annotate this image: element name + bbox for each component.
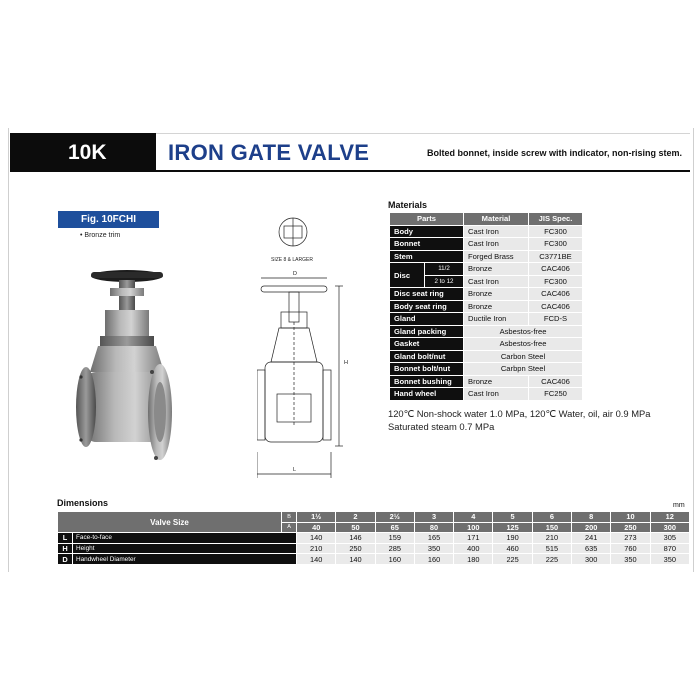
materials-title: Materials (388, 200, 428, 210)
dimension-value: 515 (532, 543, 571, 554)
part-name: Hand wheel (390, 388, 464, 401)
trim-note: • Bronze trim (80, 232, 120, 239)
materials-row (390, 375, 583, 388)
size-b-cell: 2½ (375, 512, 414, 523)
part-name: Disc (390, 263, 425, 288)
dimension-value: 300 (572, 554, 611, 565)
materials-row (390, 288, 583, 301)
dimensions-title: Dimensions (57, 498, 109, 508)
part-name: Gland bolt/nut (390, 350, 464, 363)
size-a-cell: 65 (375, 522, 414, 533)
materials-row (390, 225, 583, 238)
material-cell: Ductile Iron (464, 313, 529, 326)
size-a-cell: 250 (611, 522, 650, 533)
material-cell: Bronze (464, 288, 529, 301)
spec-cell: CAC406 (529, 263, 583, 276)
materials-row (390, 263, 583, 276)
size-note-label: SIZE 8 & LARGER (271, 257, 313, 263)
title-bottom-rule (156, 170, 690, 172)
spec-cell: FC300 (529, 225, 583, 238)
b-label: B (282, 512, 297, 523)
dimension-value: 210 (532, 533, 571, 544)
materials-row (390, 338, 583, 351)
figure-tab: Fig. 10FCHI (58, 211, 159, 228)
spec-cell: C3771BE (529, 250, 583, 263)
size-a-cell: 300 (650, 522, 689, 533)
dimensions-table (57, 511, 690, 565)
dimension-value: 350 (650, 554, 689, 565)
dimension-symbol: D (58, 554, 73, 565)
part-name: Bonnet (390, 238, 464, 251)
dim-l-label: L (293, 467, 297, 473)
dimension-value: 870 (650, 543, 689, 554)
rating-line-1: 120℃ Non-shock water 1.0 MPa, 120℃ Water, oil, air 0.9 MPa (388, 408, 651, 419)
dimension-value: 350 (611, 554, 650, 565)
size-b-cell: 8 (572, 512, 611, 523)
title-bar (10, 133, 690, 172)
size-b-cell: 3 (414, 512, 453, 523)
dimension-row-l (58, 533, 690, 544)
material-cell: Cast Iron (464, 275, 529, 288)
size-a-cell: 200 (572, 522, 611, 533)
materials-header-row (390, 213, 583, 226)
valve-photo (72, 262, 182, 476)
valve-section-drawing (257, 212, 367, 484)
dimension-value: 250 (336, 543, 375, 554)
dimension-label: Handwheel Diameter (73, 554, 297, 565)
header-parts: Parts (390, 213, 464, 226)
dimension-value: 190 (493, 533, 532, 544)
size-b-cell: 1½ (297, 512, 336, 523)
title-top-rule (156, 133, 690, 134)
dimensions-unit: mm (673, 502, 685, 509)
material-cell: Cast Iron (464, 225, 529, 238)
product-title: IRON GATE VALVE (168, 140, 370, 165)
material-cell: Forged Brass (464, 250, 529, 263)
size-b-cell: 5 (493, 512, 532, 523)
dimension-value: 165 (414, 533, 453, 544)
size-a-cell: 150 (532, 522, 571, 533)
materials-row (390, 238, 583, 251)
spec-cell: CAC406 (529, 288, 583, 301)
part-name: Body (390, 225, 464, 238)
dimension-label: Face-to-face (73, 533, 297, 544)
material-cell: Asbestos-free (464, 338, 583, 351)
product-subtitle: Bolted bonnet, inside screw with indicator, non-rising stem. (426, 148, 682, 158)
size-b-cell: 10 (611, 512, 650, 523)
a-label: A (282, 522, 297, 533)
spec-cell: CAC406 (529, 375, 583, 388)
size-b-cell: 2 (336, 512, 375, 523)
dimension-label: Height (73, 543, 297, 554)
spec-cell: FCD-S (529, 313, 583, 326)
dim-h-label: H (344, 360, 348, 366)
dimension-value: 140 (297, 533, 336, 544)
dimension-value: 241 (572, 533, 611, 544)
dimension-value: 760 (611, 543, 650, 554)
materials-row (390, 250, 583, 263)
spec-cell: FC300 (529, 275, 583, 288)
part-name: Body seat ring (390, 300, 464, 313)
dim-d-label: D (293, 271, 297, 277)
size-a-cell: 50 (336, 522, 375, 533)
size-b-cell: 4 (454, 512, 493, 523)
dimension-value: 180 (454, 554, 493, 565)
materials-row (390, 313, 583, 326)
material-cell: Asbestos-free (464, 325, 583, 338)
size-a-cell: 80 (414, 522, 453, 533)
dimension-value: 210 (297, 543, 336, 554)
size-b-cell: 12 (650, 512, 689, 523)
material-cell: Bronze (464, 375, 529, 388)
material-cell: Carbon Steel (464, 350, 583, 363)
size-b-row (58, 512, 690, 523)
dimension-symbol: L (58, 533, 73, 544)
materials-row (390, 363, 583, 376)
dimension-value: 171 (454, 533, 493, 544)
part-name: Gland packing (390, 325, 464, 338)
header-jis-spec: JIS Spec. (529, 213, 583, 226)
disc-size-large: 2 to 12 (425, 275, 464, 288)
dimension-value: 159 (375, 533, 414, 544)
disc-size-small: 11/2 (425, 263, 464, 276)
materials-table (389, 212, 583, 401)
pressure-class-code: 10K (68, 141, 107, 164)
dimension-value: 460 (493, 543, 532, 554)
material-cell: Bronze (464, 300, 529, 313)
dimension-value: 146 (336, 533, 375, 544)
dimension-row-h (58, 543, 690, 554)
materials-row (390, 300, 583, 313)
spec-cell: CAC406 (529, 300, 583, 313)
valve-size-label: Valve Size (58, 512, 282, 533)
size-b-cell: 6 (532, 512, 571, 523)
dimension-value: 305 (650, 533, 689, 544)
dimension-value: 273 (611, 533, 650, 544)
part-name: Disc seat ring (390, 288, 464, 301)
size-a-cell: 100 (454, 522, 493, 533)
dimension-value: 225 (493, 554, 532, 565)
dimension-value: 225 (532, 554, 571, 565)
dimension-value: 140 (297, 554, 336, 565)
part-name: Bonnet bushing (390, 375, 464, 388)
part-name: Gasket (390, 338, 464, 351)
dimension-symbol: H (58, 543, 73, 554)
dimension-value: 160 (414, 554, 453, 565)
spec-cell: FC300 (529, 238, 583, 251)
dimension-value: 350 (414, 543, 453, 554)
part-name: Gland (390, 313, 464, 326)
size-8-detail-icon (279, 218, 307, 246)
part-name: Stem (390, 250, 464, 263)
dimension-value: 160 (375, 554, 414, 565)
header-material: Material (464, 213, 529, 226)
dimension-value: 140 (336, 554, 375, 565)
material-cell: Carbpn Steel (464, 363, 583, 376)
rating-line-2: Saturated steam 0.7 MPa (388, 421, 495, 432)
dimension-row-d (58, 554, 690, 565)
material-cell: Bronze (464, 263, 529, 276)
dimension-value: 285 (375, 543, 414, 554)
part-name: Bonnet bolt/nut (390, 363, 464, 376)
material-cell: Cast Iron (464, 388, 529, 401)
dimension-value: 635 (572, 543, 611, 554)
pressure-rating (388, 407, 688, 433)
materials-row (390, 388, 583, 401)
size-a-cell: 125 (493, 522, 532, 533)
materials-row (390, 350, 583, 363)
dimension-value: 400 (454, 543, 493, 554)
material-cell: Cast Iron (464, 238, 529, 251)
size-a-cell: 40 (297, 522, 336, 533)
materials-row (390, 325, 583, 338)
spec-cell: FC250 (529, 388, 583, 401)
